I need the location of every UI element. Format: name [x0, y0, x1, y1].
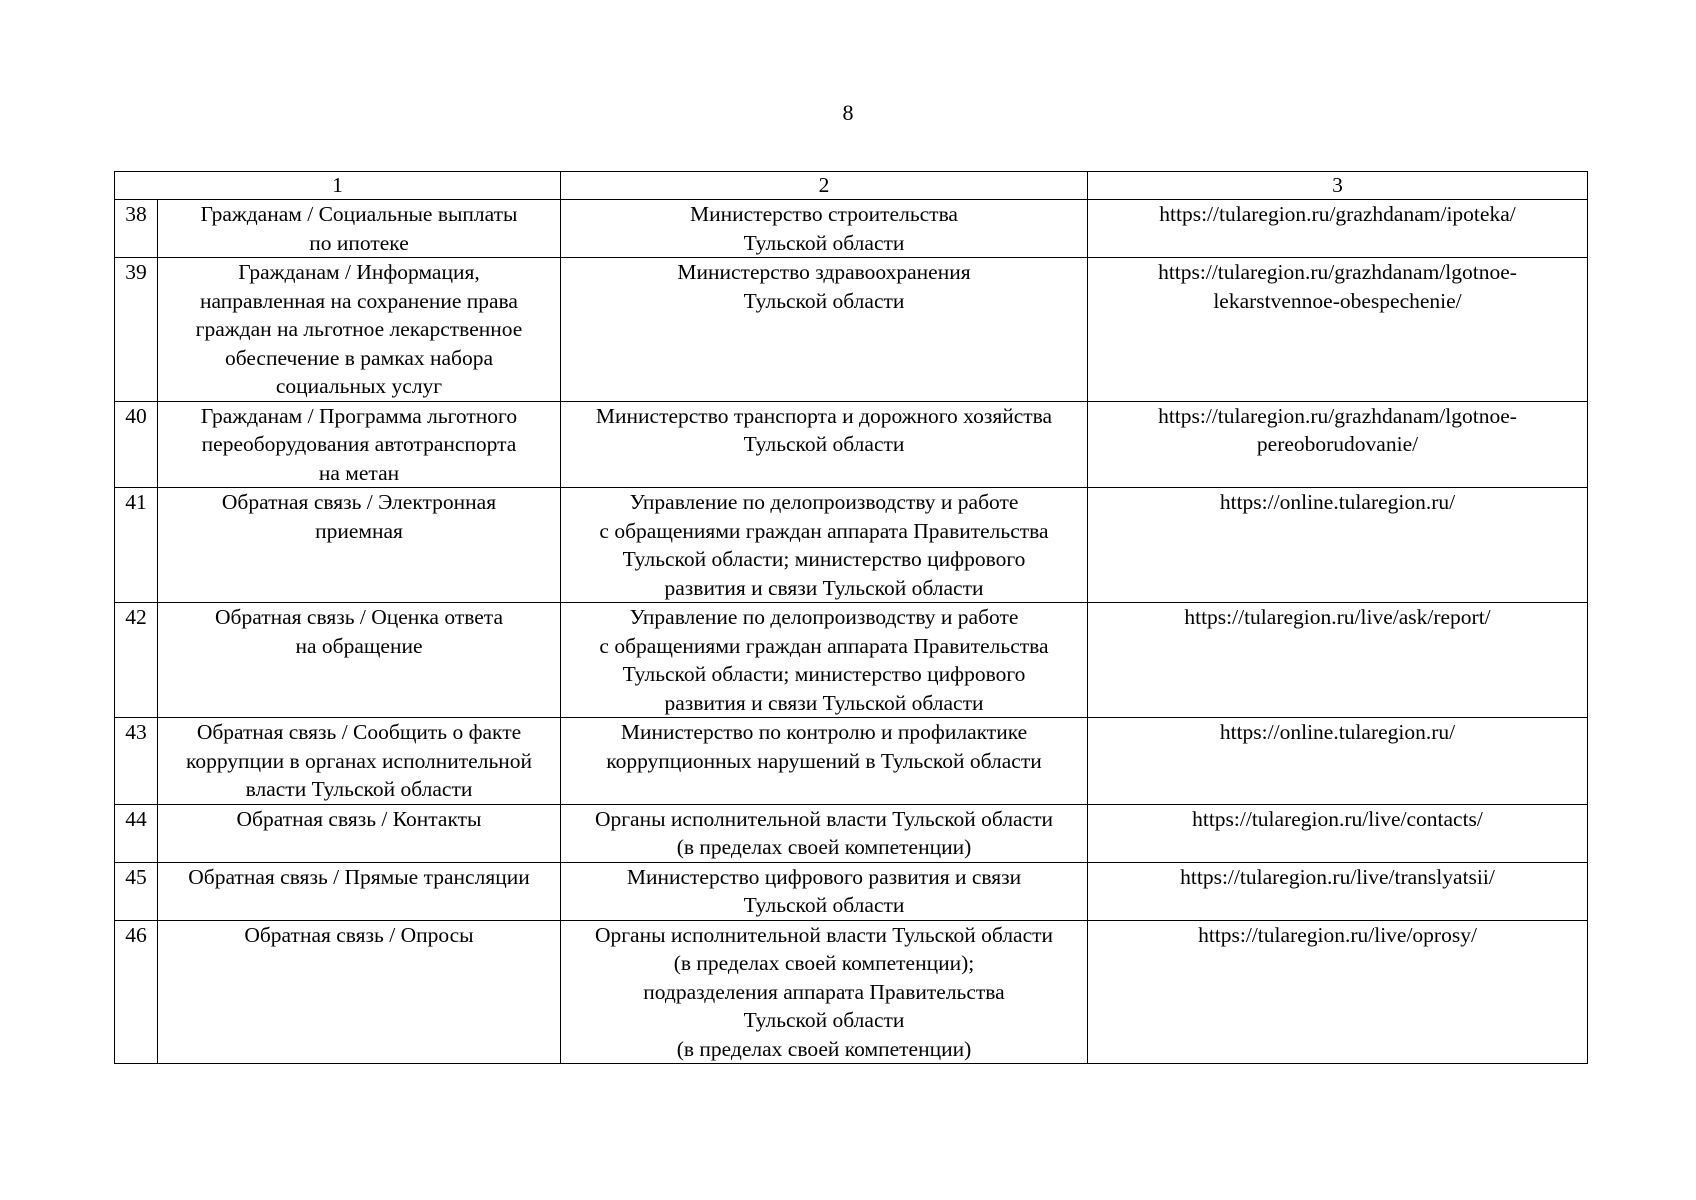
row-number: 40: [115, 401, 158, 488]
responsible-body: Министерство транспорта и дорожного хозяйства Тульской области: [561, 401, 1088, 488]
table-row: [115, 862, 1588, 920]
section-url: https://tularegion.ru/live/contacts/: [1088, 804, 1588, 862]
table-row: [115, 603, 1588, 718]
column-header-3: 3: [1088, 172, 1588, 200]
responsible-body: Органы исполнительной власти Тульской области (в пределах своей компетенции): [561, 804, 1088, 862]
responsible-body: Министерство цифрового развития и связи Тульской области: [561, 862, 1088, 920]
responsible-body: Органы исполнительной власти Тульской области (в пределах своей компетенции); подразделения аппарата Правительства Тульской области (в пределах своей компетенции): [561, 920, 1088, 1064]
row-number: 38: [115, 200, 158, 258]
responsible-body: Министерство здравоохранения Тульской области: [561, 258, 1088, 402]
section-url: https://tularegion.ru/live/ask/report/: [1088, 603, 1588, 718]
section-name: Обратная связь / Электронная приемная: [158, 488, 561, 603]
table-row: [115, 920, 1588, 1064]
column-header-1: 1: [115, 172, 561, 200]
section-url: https://online.tularegion.ru/: [1088, 488, 1588, 603]
table-row: [115, 488, 1588, 603]
responsible-body: Министерство строительства Тульской области: [561, 200, 1088, 258]
section-name: Гражданам / Программа льготного переоборудования автотранспорта на метан: [158, 401, 561, 488]
section-name: Гражданам / Социальные выплаты по ипотеке: [158, 200, 561, 258]
section-url: https://tularegion.ru/live/translyatsii/: [1088, 862, 1588, 920]
section-url: https://tularegion.ru/grazhdanam/lgotnoe- lekarstvennoe-obespechenie/: [1088, 258, 1588, 402]
row-number: 43: [115, 718, 158, 805]
row-number: 44: [115, 804, 158, 862]
table-row: [115, 258, 1588, 402]
section-name: Обратная связь / Прямые трансляции: [158, 862, 561, 920]
responsible-body: Управление по делопроизводству и работе с обращениями граждан аппарата Правительства Тульской области; министерство цифрового развития и связи Тульской области: [561, 488, 1088, 603]
row-number: 42: [115, 603, 158, 718]
section-url: https://tularegion.ru/grazhdanam/ipoteka/: [1088, 200, 1588, 258]
column-header-2: 2: [561, 172, 1088, 200]
table-header-row: [115, 172, 1588, 200]
section-name: Обратная связь / Оценка ответа на обращение: [158, 603, 561, 718]
row-number: 45: [115, 862, 158, 920]
page-number: 8: [842, 100, 854, 125]
section-name: Обратная связь / Контакты: [158, 804, 561, 862]
document-table: [114, 171, 1588, 1064]
row-number: 39: [115, 258, 158, 402]
responsible-body: Управление по делопроизводству и работе с обращениями граждан аппарата Правительства Тульской области; министерство цифрового развития и связи Тульской области: [561, 603, 1088, 718]
table-row: [115, 718, 1588, 805]
responsible-body: Министерство по контролю и профилактике коррупционных нарушений в Тульской области: [561, 718, 1088, 805]
row-number: 41: [115, 488, 158, 603]
section-name: Обратная связь / Сообщить о факте коррупции в органах исполнительной власти Тульской области: [158, 718, 561, 805]
section-name: Гражданам / Информация, направленная на сохранение права граждан на льготное лекарственное обеспечение в рамках набора социальных услуг: [158, 258, 561, 402]
section-url: https://online.tularegion.ru/: [1088, 718, 1588, 805]
section-url: https://tularegion.ru/live/oprosy/: [1088, 920, 1588, 1064]
table-row: [115, 200, 1588, 258]
row-number: 46: [115, 920, 158, 1064]
table-row: [115, 804, 1588, 862]
section-url: https://tularegion.ru/grazhdanam/lgotnoe- pereoborudovanie/: [1088, 401, 1588, 488]
section-name: Обратная связь / Опросы: [158, 920, 561, 1064]
table-row: [115, 401, 1588, 488]
